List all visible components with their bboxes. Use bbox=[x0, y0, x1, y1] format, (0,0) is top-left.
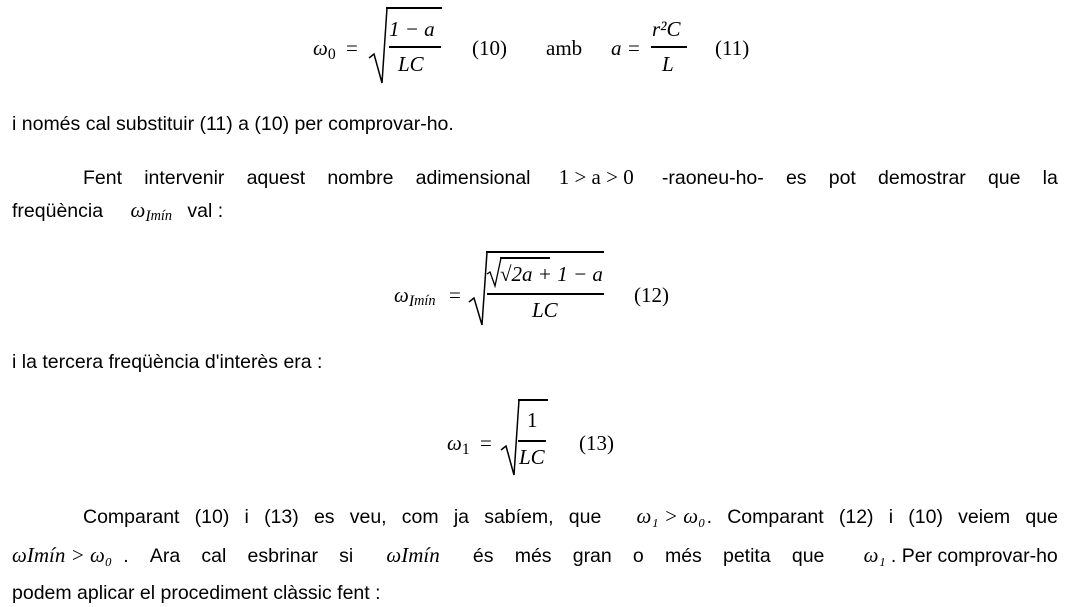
paragraph-4-line-3: podem aplicar el procediment clàssic fent : bbox=[12, 582, 381, 604]
word: sabíem, bbox=[484, 506, 554, 528]
sqrt-radical-13 bbox=[500, 398, 520, 478]
word: freqüència bbox=[12, 200, 104, 222]
fraction-bar bbox=[389, 46, 441, 48]
word: (10) bbox=[908, 506, 943, 528]
a-fraction-bar bbox=[651, 46, 687, 48]
paragraph-4-line-1 bbox=[12, 504, 1058, 529]
word: Fent bbox=[83, 167, 123, 189]
omega-imin: ωImín bbox=[130, 198, 172, 225]
word: que bbox=[791, 545, 825, 567]
fraction-numerator: 1 − a bbox=[389, 17, 435, 41]
word: . Per comprovar-ho bbox=[890, 545, 1058, 567]
word: demostrar bbox=[878, 167, 966, 189]
word: que bbox=[568, 506, 602, 528]
word: intervenir bbox=[144, 167, 225, 189]
sqrt-radical-outer bbox=[468, 250, 488, 328]
equation-number-11: (11) bbox=[715, 36, 750, 60]
word: o bbox=[632, 545, 644, 567]
word: i bbox=[888, 506, 894, 528]
paragraph-4-line-2 bbox=[12, 543, 1058, 568]
word: la bbox=[1042, 167, 1058, 189]
word: esbrinar bbox=[247, 545, 318, 567]
equation-number-12: (12) bbox=[634, 283, 669, 307]
inequality-omega1-omega0: ω₁ > ω₀ bbox=[636, 504, 706, 528]
equals-sign-3: = bbox=[449, 283, 461, 307]
word: Ara bbox=[149, 545, 181, 567]
inequality-omegaimin-omega0: ωImín > ω₀ bbox=[12, 543, 113, 567]
word: (13) bbox=[264, 506, 299, 528]
word: si bbox=[339, 545, 354, 567]
omega0-symbol: ω0 bbox=[313, 36, 336, 63]
word: es bbox=[313, 506, 335, 528]
paragraph-2-line-2 bbox=[12, 198, 223, 223]
word: ja bbox=[453, 506, 469, 528]
word: que bbox=[1025, 506, 1058, 528]
fraction-bar-13 bbox=[518, 440, 546, 442]
omega-imin-inline: ωImín bbox=[386, 543, 440, 567]
word: pot bbox=[828, 167, 856, 189]
equation-number-10: (10) bbox=[472, 36, 507, 60]
paragraph-1: i només cal substituir (11) a (10) per comprovar-ho. bbox=[12, 113, 454, 135]
sqrt-radical bbox=[368, 6, 388, 86]
word: i bbox=[244, 506, 249, 528]
word: més bbox=[664, 545, 702, 567]
word: més bbox=[514, 545, 552, 567]
sqrt-overbar-outer bbox=[486, 251, 604, 253]
word: nombre bbox=[327, 167, 394, 189]
word: es bbox=[785, 167, 807, 189]
paragraph-3: i la tercera freqüència d'interès era : bbox=[12, 351, 323, 373]
word: . bbox=[123, 545, 129, 567]
word: cal bbox=[201, 545, 227, 567]
word: val : bbox=[187, 200, 224, 222]
fraction-denominator: LC bbox=[398, 52, 424, 76]
fraction-bar-12 bbox=[487, 293, 604, 295]
sqrt-overbar-13 bbox=[518, 399, 548, 401]
a-denominator: L bbox=[662, 52, 674, 76]
word: que bbox=[987, 167, 1021, 189]
word: com bbox=[401, 506, 439, 528]
word: aquest bbox=[246, 167, 306, 189]
word: veu, bbox=[349, 506, 387, 528]
word: . bbox=[706, 506, 713, 528]
equals-sign-4: = bbox=[480, 431, 492, 455]
omega1-inline: ω₁ bbox=[863, 543, 886, 567]
fraction-denominator-12: LC bbox=[532, 298, 558, 322]
equals-sign-2: = bbox=[628, 36, 640, 60]
word: Comparant bbox=[83, 506, 180, 528]
word: adimensional bbox=[415, 167, 531, 189]
fraction-numerator-12: √2a + 1 − a bbox=[500, 262, 603, 286]
paragraph-2-line-1 bbox=[12, 165, 1058, 190]
fraction-numerator-13: 1 bbox=[527, 408, 538, 432]
amb-word: amb bbox=[546, 36, 583, 60]
a-symbol: a bbox=[611, 36, 622, 60]
sqrt-overbar-inner bbox=[500, 257, 550, 259]
omega1-symbol: ω1 bbox=[447, 431, 470, 458]
word: veiem bbox=[958, 506, 1011, 528]
word: Comparant bbox=[727, 506, 824, 528]
sqrt-overbar bbox=[386, 7, 442, 9]
word: -raoneu-ho- bbox=[661, 167, 764, 189]
word: gran bbox=[572, 545, 612, 567]
equation-number-13: (13) bbox=[579, 431, 614, 455]
word: petita bbox=[722, 545, 771, 567]
a-numerator: r²C bbox=[652, 17, 681, 41]
word: (12) bbox=[838, 506, 874, 528]
inequality-1-a-0: 1 > a > 0 bbox=[558, 165, 634, 189]
word: (10) bbox=[194, 506, 230, 528]
omega-imin-symbol: ωImín bbox=[394, 283, 436, 310]
word: és bbox=[472, 545, 494, 567]
equals-sign: = bbox=[346, 36, 358, 60]
fraction-denominator-13: LC bbox=[519, 445, 545, 469]
